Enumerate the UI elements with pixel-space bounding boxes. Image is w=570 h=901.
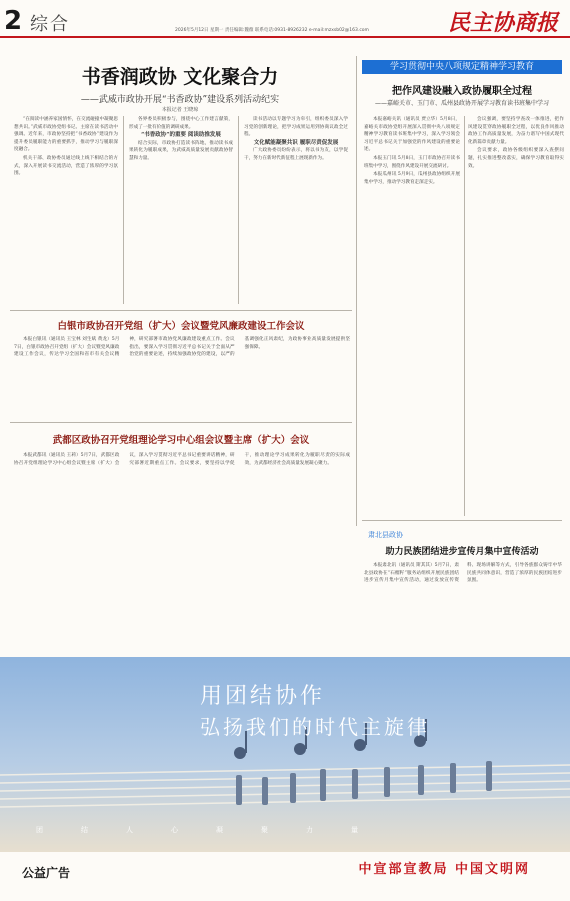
paragraph: 本报白银讯（通讯员 王宝林 刘生斌 黄龙）5月7日，白银市政协召开党组（扩大）会议暨党风廉政建设工作会议，传达学习全国和省市有关会议精神，研究部署市政协党风廉政建设重点工作。会议指出，要深入学习贯彻习近平总书记关于全面从严治党的重要论述，持续加强政协党的建设，以严的基调强化正风肃纪，为政协事业高质量发展提供坚强保障。 bbox=[14, 337, 350, 358]
header-rule bbox=[0, 36, 570, 38]
paragraph: “在阅读中涵养家国情怀，在交流碰撞中凝聚思想共识。”武威市政协党组书记、主席在读书活动中强调。近年来，市政协坚持把“书香政协”建设作为提升委员履职能力的重要抓手，推动学习与履职深度融合。 bbox=[14, 117, 118, 153]
column-divider bbox=[238, 116, 239, 304]
paragraph: 广大政协委员纷纷表示，将以书为友，以学促干，努力在新时代新征程上展现新作为。 bbox=[244, 148, 348, 161]
right-top-title: 把作风建设融入政协履职全过程 bbox=[392, 86, 532, 97]
article1-column-3 bbox=[244, 116, 348, 304]
article1-column-1 bbox=[14, 116, 118, 304]
right-top-column-1 bbox=[364, 116, 460, 516]
page-number: 2 bbox=[4, 6, 23, 36]
paragraph: 本报肃北讯（通讯员 斯其其）5月7日，肃北县政协在“石榴籽”服务站组织开展民族团结进步宣传月集中宣传活动，通过发放宣传资料、现场讲解等方式，引导各族群众铸牢中华民族共同体意识，营造了浓厚的民族团结进步氛围。 bbox=[364, 563, 562, 584]
article2-body bbox=[14, 336, 350, 418]
banner-title-2: 弘扬我们的时代主旋律 bbox=[200, 715, 430, 739]
sponsor-credits: 中宣部宣教局 中国文明网 bbox=[358, 862, 530, 877]
paragraph: 会议强调，要坚持学查改一体推进，把作风建设贯穿政协履职全过程，以优良作风推动政协工作高质量发展，为奋力谱写中国式现代化新篇章贡献力量。 bbox=[468, 117, 564, 145]
paragraph: 会议要求，政协各级组织要深入查摆问题，扎实推进整改落实，确保学习教育取得实效。 bbox=[468, 148, 564, 169]
right-top-column-2 bbox=[468, 116, 564, 516]
column-divider bbox=[123, 116, 124, 304]
right-bottom-title: 助力民族团结进步宣传月集中宣传活动 bbox=[385, 547, 539, 557]
paragraph: 各界委员积极参与，围绕中心工作建言献策，形成了一批有价值的调研成果。 bbox=[129, 117, 233, 130]
section-name: 综合 bbox=[30, 14, 70, 35]
article3-body bbox=[14, 452, 350, 526]
masthead-meta: 2026年5月12日 星期一 责任编辑:魏薇 联系电话:0931-8926232 e-mail:mzxsb02@163.com bbox=[175, 28, 369, 33]
newspaper-logo: 民主协商报 bbox=[447, 10, 558, 36]
article3-title: 武都区政协召开党组理论学习中心组会议暨主席（扩大）会议 bbox=[52, 435, 310, 446]
paragraph: 读书活动以专题学习为牵引，组织委员深入学习党的创新理论，把学习成果运用到协商议政全过程。 bbox=[244, 117, 348, 138]
column-divider bbox=[464, 116, 465, 516]
banner-title-1: 用团结协作 bbox=[200, 684, 326, 709]
banner-caption: 团结人心凝聚力量 bbox=[36, 826, 396, 834]
article1-subhead-2: 文化赋能凝聚共识 履职尽责促发展 bbox=[253, 139, 339, 146]
right-bottom-kicker: 肃北县政协 bbox=[368, 531, 403, 539]
paragraph: 本报瓜州讯 5月9日，瓜州县政协组织开展集中学习，推动学习教育走深走实。 bbox=[364, 172, 460, 185]
paragraph: 本报嘉峪关讯（通讯员 贾立华）5月8日，嘉峪关市政协党组开展深入贯彻中央八项规定精神学习教育读书班集中学习，深入学习领会习近平总书记关于加强党的作风建设的重要论述。 bbox=[364, 117, 460, 153]
page-divider bbox=[356, 56, 357, 526]
article1-byline: 本报记者 王晓琼 bbox=[161, 107, 199, 113]
campaign-tag: 学习贯彻中央八项规定精神学习教育 bbox=[362, 60, 562, 74]
section-rule bbox=[10, 422, 352, 423]
article2-title: 白银市政协召开党组（扩大）会议暨党风廉政建设工作会议 bbox=[57, 321, 305, 332]
paragraph: 本报武都讯（通讯员 王莉）5月7日，武都区政协召开党组理论学习中心组会议暨主席（扩大）会议，深入学习贯彻习近平总书记重要讲话精神，研究部署近期重点工作。会议要求，要坚持以学促干，推动理论学习成果转化为履职尽责的实际成效，为武都经济社会高质量发展凝心聚力。 bbox=[14, 453, 350, 466]
paragraph: 本报玉门讯 5月8日，玉门市政协召开读书班集中学习，围绕作风建设开展交流研讨。 bbox=[364, 155, 460, 169]
public-service-banner bbox=[0, 657, 570, 852]
article1-title: 书香润政协 文化聚合力 bbox=[81, 66, 279, 88]
public-service-label: 公益广告 bbox=[22, 866, 71, 880]
right-bottom-body bbox=[364, 562, 562, 650]
paragraph: 结合实际，市政协打造读书阵地，推动读书成果转化为履职成果，为武威高质量发展贡献政协智慧和力量。 bbox=[129, 140, 233, 161]
article1-column-2 bbox=[129, 116, 233, 304]
article1-subhead-1: “书香政协”的重要 阅读助推发展 bbox=[141, 132, 221, 139]
paragraph: 机关干部、政协委员通过线上线下相结合的方式，深入开展读书交流活动，营造了浓厚的学习氛围。 bbox=[14, 155, 118, 177]
right-top-subtitle: ——嘉峪关市、玉门市、瓜州县政协开展学习教育读书班集中学习 bbox=[374, 100, 549, 107]
section-rule bbox=[362, 520, 562, 521]
article1-subtitle: ——武威市政协开展“书香政协”建设系列活动纪实 bbox=[80, 95, 280, 105]
section-rule bbox=[10, 310, 352, 311]
